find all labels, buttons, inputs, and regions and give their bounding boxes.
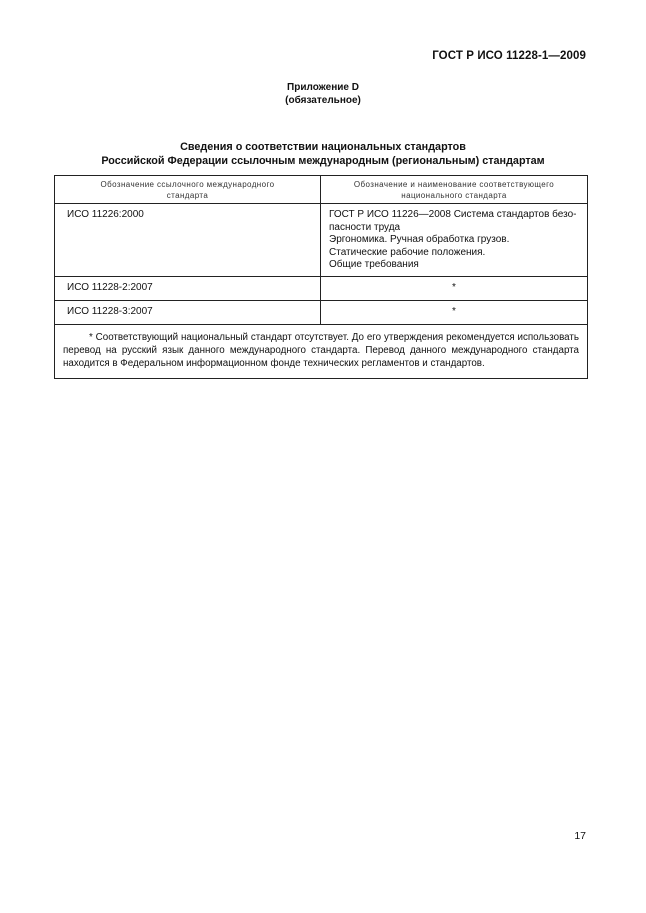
page-number: 17: [574, 830, 586, 842]
standard-code: ГОСТ Р ИСО 11228-1—2009: [432, 50, 586, 62]
table-footnote: [55, 324, 588, 379]
column-header-reference-line1: Обозначение ссылочного международного: [100, 180, 275, 189]
correspondence-table: [54, 175, 588, 379]
national-standard-cell: *: [321, 300, 588, 324]
national-standard-line: ГОСТ Р ИСО 11226—2008 Система стандартов безо-: [329, 209, 577, 220]
reference-standard-cell: ИСО 11228-3:2007: [55, 300, 321, 324]
national-standard-line: Статические рабочие положения.: [329, 246, 486, 258]
column-header-reference: [55, 176, 321, 204]
table-footnote-row: [55, 324, 588, 379]
reference-standard-cell: ИСО 11228-2:2007: [55, 276, 321, 300]
column-header-national-line1: Обозначение и наименование соответствующего: [353, 180, 555, 189]
table-header-row: [55, 176, 588, 204]
national-standard-line: Общие требования: [329, 259, 419, 270]
national-standard-line: пасности труда: [329, 221, 401, 233]
annex-heading: [0, 81, 646, 107]
table-title-line1: Сведения о соответствии национальных стандартов: [180, 141, 466, 153]
table-row: [55, 204, 588, 277]
reference-standard-cell: ИСО 11226:2000: [55, 204, 321, 277]
column-header-reference-line2: стандарта: [166, 191, 209, 200]
column-header-national-line2: национального стандарта: [401, 191, 507, 200]
national-standard-line: Эргономика. Ручная обработка грузов.: [329, 234, 510, 245]
footnote-text: * Соответствующий национальный стандарт отсутствует. До его утверждения рекомендуется использовать перевод на русский язык данного международного стандарта. Перевод данного международного стандарта находится в Федеральном информационном фонде технических регламентов и стандартов.: [63, 331, 579, 369]
national-standard-cell: [321, 204, 588, 277]
national-standard-cell: *: [321, 276, 588, 300]
table-title: [0, 140, 646, 168]
annex-status: (обязательное): [285, 95, 361, 106]
table-row: [55, 300, 588, 324]
annex-title: Приложение D: [287, 82, 359, 93]
column-header-national: [321, 176, 588, 204]
table-row: [55, 276, 588, 300]
table-title-line2: Российской Федерации ссылочным международным (региональным) стандартам: [101, 155, 545, 167]
